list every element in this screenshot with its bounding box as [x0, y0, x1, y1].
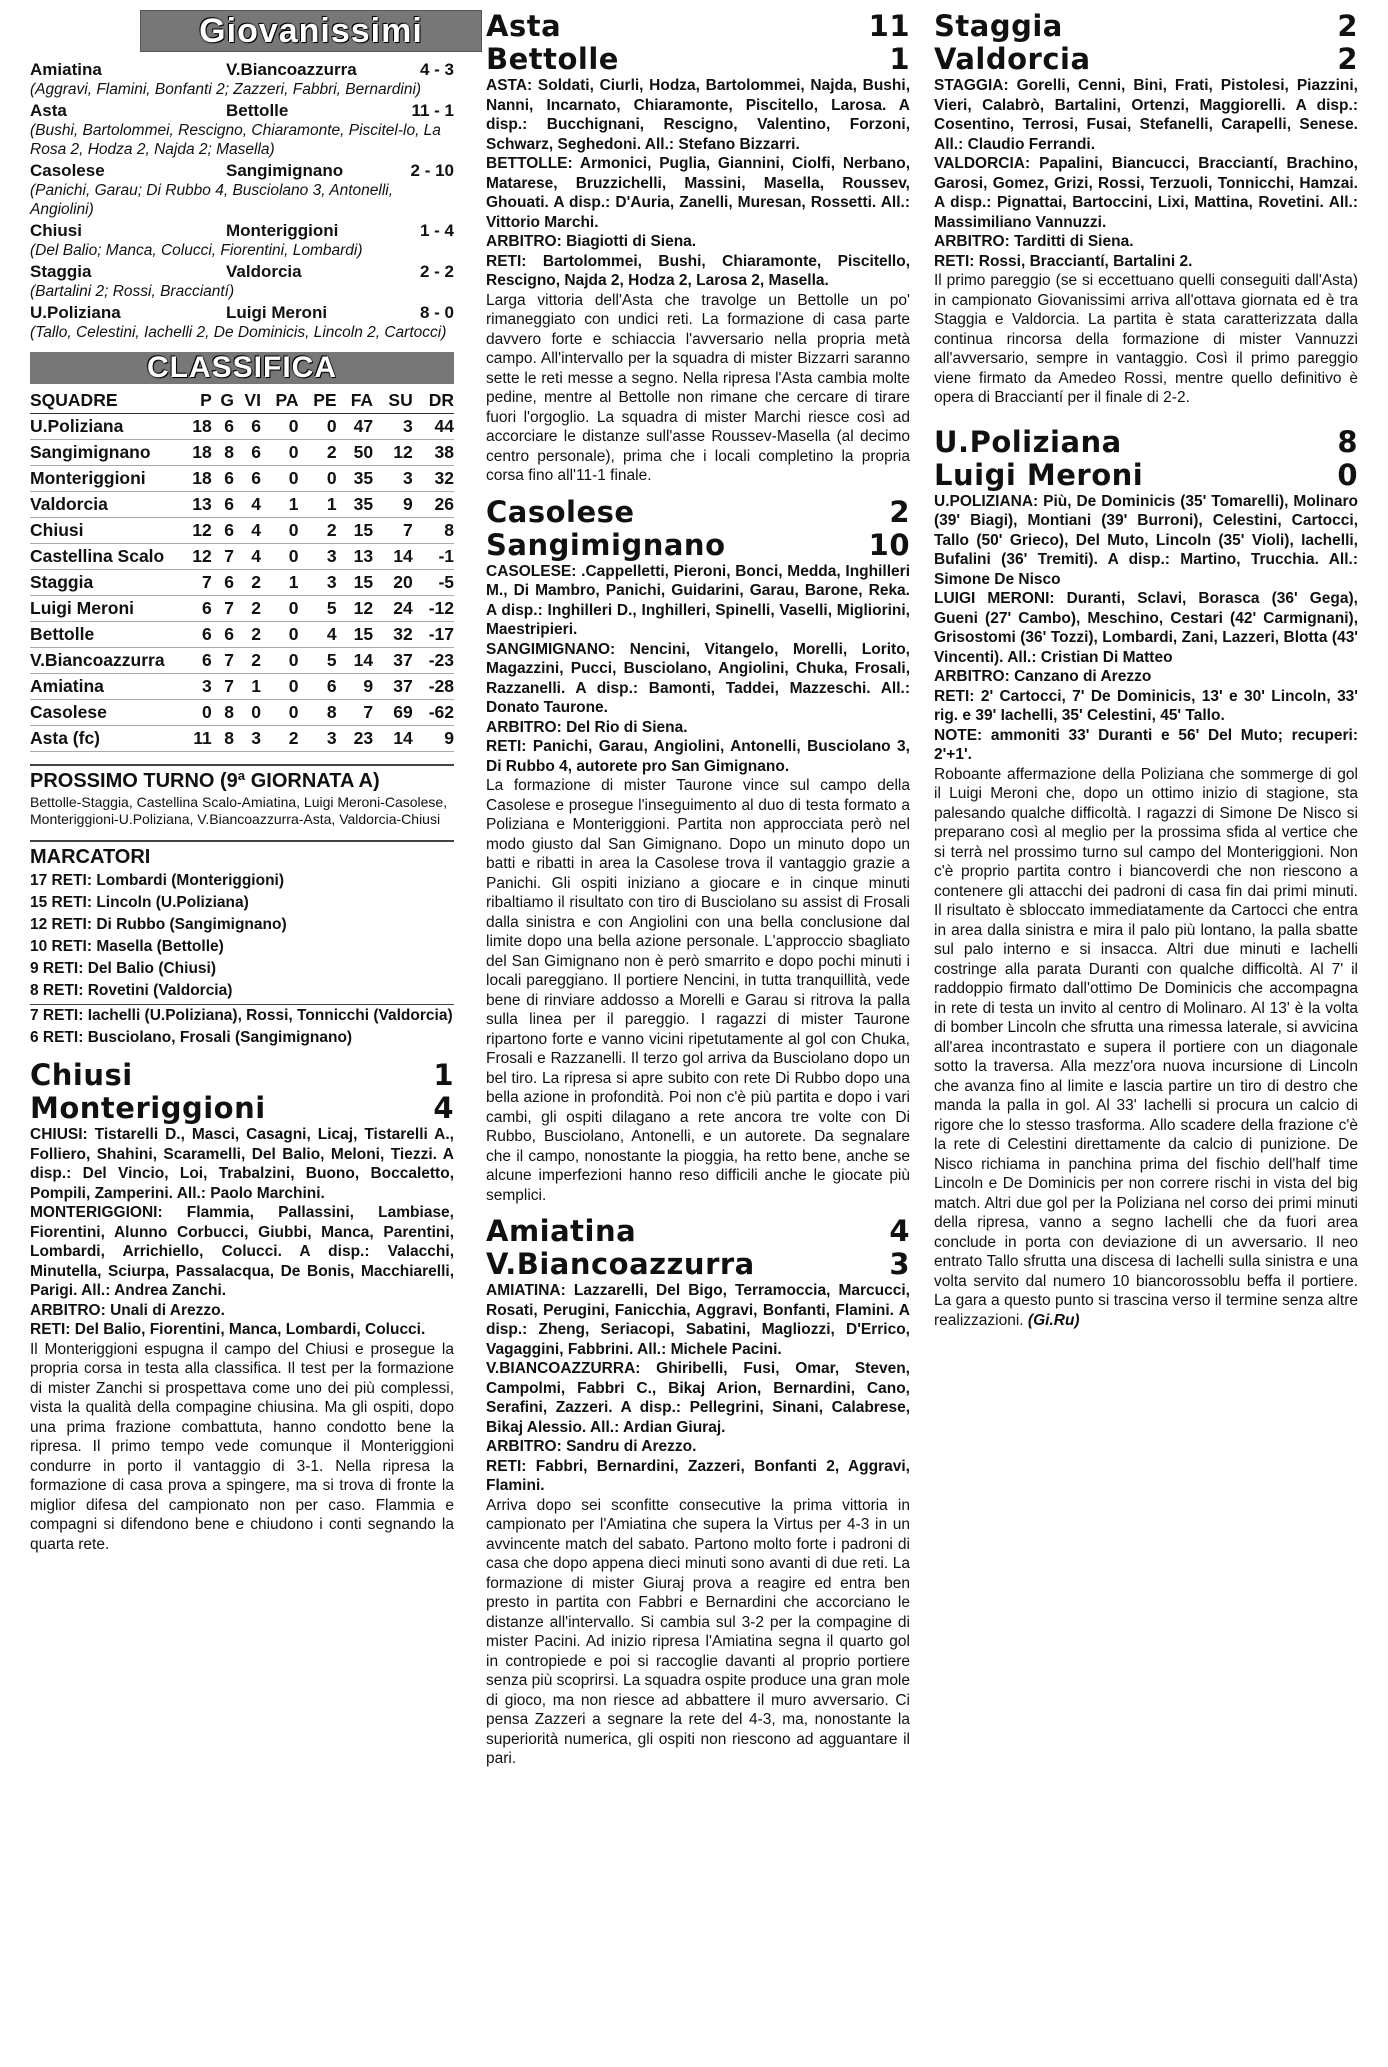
marcatori-list	[30, 870, 454, 1049]
stat-cell: 0	[202, 702, 212, 722]
stat-cell: 37	[393, 676, 413, 696]
match-report: Il primo pareggio (se si eccettuano quelli conseguiti dall'Asta) in campionato Giovanissimi arriva all'ottava giornata ed è tra Staggia e Valdorcia. La partita è stata caratterizzata dalla continua rincorsa della formazione di mister Vannuzzi all'avversario, sempre in vantaggio. Così il primo pareggio viene firmato da Amedeo Rossi, mentre quello definitivo è opera di Bracciantí per il finale di 2-2.	[934, 272, 1358, 406]
stat-cell: 35	[353, 494, 374, 514]
stat-cell: 11	[193, 728, 212, 748]
match-lineup: CHIUSI: Tistarelli D., Masci, Casagni, Licaj, Tistarelli A., Folliero, Shahini, Scaramelli, Del Balio, Meloni, Tiezzi. A disp.: Del Vincio, Loi, Trabalzini, Buono, Boccaletto, Pompili, Zamperini. All.: Paolo Marchini. MONTERIGGIONI: Flammia, Pallassini, Lambiase, Fiorentini, Alunno Corbucci, Giubbi, Manca, Parentini, Lombardi, Arrichiello, Colucci. A disp.: Valacchi, Minutella, Sciurpa, Passalacqua, De Bonis, Macchiarelli, Parigi. All.: Andrea Zanchi. ARBITRO: Unali di Arezzo. RETI: Del Balio, Fiorentini, Manca, Lombardi, Colucci.	[30, 1126, 454, 1338]
match-lineup: U.POLIZIANA: Più, De Dominicis (35' Tomarelli), Molinaro (39' Biagi), Montiani (39' Burroni), Celestini, Cartocci, Tallo (50' Grieco), Del Muto, Lincoln (35' Violi), Iachelli, Bufalini (36' Tremiti). A disp.: Martino, Trucchia. All.: Simone De Nisco LUIGI MERONI: Duranti, Sclavi, Borasca (36' Gega), Gueni (27' Cambo), Meschino, Cestari (42' Carmignani), Grisostomi (36' Tozzi), Lombardi, Zani, Lazzeri, Blotta (43' Vincenti). All.: Cristian Di Matteo ARBITRO: Canzano di Arezzo RETI: 2' Cartocci, 7' De Dominicis, 13' e 30' Lincoln, 33' rig. e 39' Iachelli, 35' Celestini, 45' Tallo. NOTE: ammoniti 33' Duranti e 56' Del Muto; recuperi: 2'+1'.	[934, 492, 1358, 763]
stat-cell: 6	[224, 624, 234, 644]
home-team: Amiatina	[30, 60, 102, 79]
away-team: Luigi Meroni	[934, 457, 1144, 492]
table-row	[30, 726, 454, 752]
stat-cell: 35	[353, 468, 374, 488]
stat-cell: 23	[353, 728, 374, 748]
stat-cell: 50	[353, 442, 374, 462]
scorer-line: 7 RETI: Iachelli (U.Poliziana), Rossi, Tonnicchi (Valdorcia)	[30, 1004, 454, 1027]
stat-cell: 5	[326, 650, 337, 670]
stat-cell: 24	[393, 598, 413, 618]
stat-cell: 15	[353, 520, 374, 540]
scorer-line: 8 RETI: Rovetini (Valdorcia)	[30, 982, 233, 999]
scorer-line: 6 RETI: Busciolano, Frosali (Sangimignano)	[30, 1029, 353, 1046]
home-score: 8	[1337, 424, 1358, 459]
stat-cell: 0	[288, 416, 299, 436]
away-score: 4	[433, 1091, 454, 1125]
away-team: Monteriggioni	[30, 1091, 266, 1125]
result-score: 4 - 3	[419, 60, 454, 79]
match-lineup: STAGGIA: Gorelli, Cenni, Bini, Frati, Pistolesi, Piazzini, Vieri, Calabrò, Bartalini, Ortenzi, Maggiorelli. A disp.: Cosentino, Terrosi, Fusai, Stefanelli, Carapelli, Senese. All.: Claudio Ferrandi. VALDORCIA: Papalini, Biancucci, Bracciantí, Brachino, Garosi, Gomez, Grizi, Rossi, Terzuoli, Tonnicchi, Hamzai. A disp.: Pignattai, Bartoccini, Lixi, Mattina, Rovetini. All.: Massimiliano Vannuzzi. ARBITRO: Tarditti di Siena. RETI: Rossi, Bracciantí, Bartalini 2.	[934, 77, 1358, 270]
stat-cell: 12	[393, 442, 413, 462]
team-name: Castellina Scalo	[30, 546, 165, 566]
stat-cell: 9	[402, 494, 413, 514]
standings-table	[30, 388, 454, 752]
away-team: Valdorcia	[226, 262, 302, 281]
stat-cell: 2	[251, 572, 261, 592]
stat-cell: 47	[353, 416, 374, 436]
stat-cell: 32	[393, 624, 413, 644]
stat-cell: 2	[251, 598, 261, 618]
team-name: Staggia	[30, 572, 94, 592]
match-away-row	[30, 1092, 454, 1125]
match-lineup: AMIATINA: Lazzarelli, Del Bigo, Terramoccia, Marcucci, Rosati, Perugini, Fanicchia, Aggravi, Bonfanti, Flamini. A disp.: Zheng, Seriacopi, Sabatini, Magliozzi, D'Errico, Vagaggini, Fabbrini. All.: Michele Pacini. V.BIANCOAZZURRA: Ghiribelli, Fusi, Omar, Steven, Campolmi, Fabbri C., Bikaj Arion, Bernardini, Cano, Serafini, Zazzeri. A disp.: Pellegrini, Sinani, Calabrese, Bikaj Alessio. All.: Ardian Giuraj. ARBITRO: Sandru di Arezzo. RETI: Fabbri, Bernardini, Zazzeri, Bonfanti 2, Aggravi, Flamini.	[486, 1282, 910, 1494]
stat-cell: 1	[288, 572, 299, 592]
team-name: Bettolle	[30, 624, 95, 644]
stat-cell: 6	[326, 676, 337, 696]
match-upoliziana-luigimeroni	[934, 426, 1358, 1331]
table-row	[30, 570, 454, 596]
table-row	[30, 596, 454, 622]
report-text: Roboante affermazione della Poliziana che sommerge di gol il Luigi Meroni che, dopo un ottimo inizio di stagione, sta palesando qualche difficoltà. I ragazzi di Simone De Nisco si preparano così al meglio per la prossima sfida al vertice che si terrà nel prossimo turno sul campo del Monteriggioni. Non c'è proprio partita contro i biancoverdi che non riescono a contenere gli attacchi dei padroni di casa fin dai primi minuti. Il risultato è sbloccato immediatamente da Cartocci che entra in area dalla sinistra e mira il palo più lontano, la palla sbatte sul palo interno e si insacca. Altri due minuti e Iachelli costringe alla parata Duranti con qualche difficoltà. Al 7' il raddoppio firmato dall'ottimo De Dominicis che accompagna in rete di testa un invito al centro di Molinaro. Al 13' è la volta di bomber Lincoln che sfrutta una rimessa laterale, si avvicina all'area incontrastato e supera il portiere con un diagonale sotto la traversa. Alla mezz'ora nuova incursione di Lincoln che avanza fino al limite e lascia partire un tiro di destro che manda la palla in gol. Al 33' Iachelli si procura un calcio di rigore che lo stesso trasforma. Allo scadere della frazione c'è la rete di Celestini direttamente da calcio di punizione. De Nisco richiama in panchina prima del fischio dell'half time Lincoln e De Dominicis per non correre rischi in vista del big match. Altri due gol per la Poliziana nel corso dei primi minuti della ripresa, vanno a segno Iachelli che da fuori area conclude in porta con deviazione di un avversario. Il neo entrato Tallo sfrutta una discesa di Iachelli sulla sinistra e una volta servito dal numero 10 biancorossoblu beffa il portiere. La gara a questo punto si trascina verso il termine senza altre realizzazioni.	[934, 765, 1358, 1329]
stat-cell: DR	[428, 390, 454, 410]
stat-cell: 15	[353, 572, 374, 592]
stat-cell: 6	[224, 520, 234, 540]
home-score: 2	[889, 494, 910, 529]
team-name: Luigi Meroni	[30, 598, 135, 618]
stat-cell: PE	[313, 390, 337, 410]
team-name: V.Biancoazzurra	[30, 650, 165, 670]
team-name: Monteriggioni	[30, 468, 146, 488]
stat-cell: 13	[192, 494, 212, 514]
team-name: Asta (fc)	[30, 728, 101, 748]
result-scorers: (Tallo, Celestini, Iachelli 2, De Dominicis, Lincoln 2, Cartocci)	[30, 324, 447, 341]
result-scorers: (Panichi, Garau; Di Rubbo 4, Busciolano 3, Antonelli, Angiolini)	[30, 182, 394, 218]
stat-cell: 18	[192, 442, 212, 462]
stat-cell: 4	[326, 624, 337, 644]
stat-cell: 0	[288, 650, 299, 670]
match-staggia-valdorcia	[934, 10, 1358, 408]
stat-cell: 1	[251, 676, 261, 696]
results-list	[30, 60, 454, 342]
stat-cell: 14	[353, 650, 374, 670]
stat-cell: 14	[393, 546, 413, 566]
column-1	[30, 10, 454, 1554]
home-score: 2	[1337, 9, 1358, 43]
home-team: Staggia	[30, 262, 92, 281]
stat-cell: 6	[224, 416, 234, 436]
stat-cell: 13	[353, 546, 374, 566]
stat-cell: 3	[326, 572, 337, 592]
stat-cell: 8	[326, 702, 337, 722]
stat-cell: 3	[402, 468, 413, 488]
stat-cell: 7	[224, 598, 234, 618]
stat-cell: 6	[202, 598, 212, 618]
stat-cell: 7	[224, 546, 234, 566]
result-score: 11 - 1	[411, 101, 454, 120]
table-header-row	[30, 388, 454, 414]
home-team: U.Poliziana	[30, 303, 121, 322]
home-score: 11	[868, 9, 910, 43]
stat-cell: 0	[288, 676, 299, 696]
away-team: Sangimignano	[486, 527, 726, 562]
table-row	[30, 492, 454, 518]
stat-cell: 18	[192, 416, 212, 436]
result-scorers: (Del Balio; Manca, Colucci, Fiorentini, Lombardi)	[30, 242, 363, 259]
away-team: Sangimignano	[226, 161, 344, 180]
stat-cell: 32	[434, 468, 454, 488]
stat-cell: 0	[288, 702, 299, 722]
stat-cell: 3	[326, 546, 337, 566]
stat-cell: 38	[434, 442, 454, 462]
match-report: Il Monteriggioni espugna il campo del Chiusi e prosegue la propria corsa in testa alla classifica. Il test per la formazione di mister Zanchi si prospettava come uno dei più complessi, vista la qualità della compagine chiusina. Ma gli ospiti, dopo una prima frazione combattuta, hanno condotto bene la ripresa. Il primo tempo vede comunque il Monteriggioni condurre in porto il vantaggio di 3-1. Nella ripresa la formazione di casa prova a spingere, ma si trova di fronte la miglior difesa del campionato non per caso. Flammia e compagni si difendono bene e chiudono i conti segnando la quarta rete.	[30, 1340, 454, 1553]
stat-cell: G	[220, 390, 234, 410]
stat-cell: 9	[363, 676, 374, 696]
away-team: V.Biancoazzurra	[486, 1247, 755, 1281]
stat-cell: 44	[434, 416, 454, 436]
stat-cell: 8	[224, 702, 234, 722]
stat-cell: 2	[326, 520, 337, 540]
stat-cell: 0	[288, 520, 299, 540]
result-scorers: (Bushi, Bartolommei, Rescigno, Chiaramonte, Piscitel-lo, La Rosa 2, Hodza 2, Najda 2; Masella)	[30, 122, 441, 158]
match-report: Arriva dopo sei sconfitte consecutive la prima vittoria in campionato per l'Amiatina che supera la Virtus per 4-3 in un avvincente match del sabato. Partono molto forte i padroni di casa che dopo appena dieci minuti sono avanti di due reti. La formazione di mister Giuraj prova a reagire ed entra ben presto in partita con Fabbri e Bernardini che accorciano le distanze all'intervallo. Si cambia sul 3-2 per la compagine di mister Pacini. Ad inizio ripresa l'Amiatina segna il quarto gol in contropiede e poi si raccoglie davanti al proprio portiere senza più scoprirsi. La squadra ospite produce una gran mole di gioco, ma non riesce ad abbattere il muro avversario. Ci pensa Zazzeri a segnare la rete del 4-3, ma, nonostante la superiorità numerica, gli ospiti non riescono ad agguantare il pari.	[486, 1496, 910, 1767]
stat-cell: FA	[350, 390, 374, 410]
stat-cell: SU	[388, 390, 413, 410]
away-team: Monteriggioni	[226, 221, 339, 240]
team-name: Chiusi	[30, 520, 84, 540]
match-amiatina-vbiancoazzurra	[486, 1215, 910, 1769]
stat-cell: 4	[251, 520, 261, 540]
scorer-line: 17 RETI: Lombardi (Monteriggioni)	[30, 872, 285, 889]
stat-cell: -62	[428, 702, 454, 722]
stat-cell: 0	[288, 624, 299, 644]
stat-cell: 1	[326, 494, 337, 514]
stat-cell: 6	[202, 624, 212, 644]
classifica-header: CLASSIFICA	[30, 352, 454, 384]
stat-cell: 0	[288, 546, 299, 566]
stat-cell: 7	[363, 702, 374, 722]
home-team: Asta	[30, 101, 67, 120]
stat-cell: 7	[402, 520, 413, 540]
away-score: 1	[889, 42, 910, 76]
stat-cell: -12	[428, 598, 454, 618]
stat-cell: VI	[244, 390, 261, 410]
stat-cell: 6	[202, 650, 212, 670]
stat-cell: 8	[224, 728, 234, 748]
stat-cell: 20	[393, 572, 413, 592]
result-row	[30, 303, 454, 323]
stat-cell: 3	[326, 728, 337, 748]
table-row	[30, 414, 454, 440]
stat-cell: 12	[192, 520, 212, 540]
stat-cell: 2	[251, 624, 261, 644]
stat-cell: 3	[402, 416, 413, 436]
result-row	[30, 101, 454, 121]
result-score: 8 - 0	[419, 303, 454, 322]
result-score: 1 - 4	[419, 221, 454, 240]
away-team: Bettolle	[226, 101, 289, 120]
away-team: Bettolle	[486, 42, 619, 76]
team-name: U.Poliziana	[30, 416, 124, 436]
column-3	[934, 10, 1358, 1330]
away-team: Valdorcia	[934, 42, 1091, 76]
stat-cell: 14	[393, 728, 413, 748]
stat-cell: 15	[353, 624, 374, 644]
author-signature: (Gi.Ru)	[1027, 1311, 1080, 1329]
stat-cell: 8	[444, 520, 454, 540]
home-team: Staggia	[934, 9, 1063, 43]
column-2	[486, 10, 910, 1769]
stat-cell: 69	[393, 702, 413, 722]
stat-cell: 6	[224, 572, 234, 592]
stat-cell: 37	[393, 650, 413, 670]
stat-cell: 5	[326, 598, 337, 618]
match-home-row	[30, 1059, 454, 1092]
stat-cell: -1	[438, 546, 454, 566]
prossimo-turno-title: PROSSIMO TURNO (9ª GIORNATA A)	[30, 764, 454, 794]
stat-cell: 6	[251, 468, 261, 488]
home-team: Casolese	[486, 494, 635, 529]
stat-cell: 4	[251, 494, 261, 514]
stat-cell: -5	[438, 572, 454, 592]
home-team: Amiatina	[486, 1214, 637, 1248]
table-row	[30, 622, 454, 648]
stat-cell: 0	[288, 442, 299, 462]
stat-cell: 9	[444, 728, 454, 748]
home-score: 4	[889, 1214, 910, 1248]
stat-cell: 6	[224, 494, 234, 514]
result-scorers: (Bartalini 2; Rossi, Bracciantí)	[30, 283, 235, 300]
stat-cell: 0	[326, 468, 337, 488]
match-lineup: ASTA: Soldati, Ciurli, Hodza, Bartolommei, Najda, Bushi, Nanni, Incarnato, Chiaramonte, Piscitello, Larosa. A disp.: Bucchignani, Rescigno, Valentino, Forzoni, Schwarz, Seghedoni. All.: Stefano Bizzarri. BETTOLLE: Armonici, Puglia, Giannini, Ciolfi, Nerbano, Matarese, Bruzzichelli, Massini, Masella, Roussev, Ghouati. A disp.: D'Auria, Zanelli, Muresan, Rossetti. All.: Vittorio Marchi. ARBITRO: Biagiotti di Siena. RETI: Bartolommei, Bushi, Chiaramonte, Piscitello, Rescigno, Najda 2, Hodza 2, Larosa 2, Masella.	[486, 77, 910, 289]
stat-cell: P	[200, 390, 212, 410]
away-score: 3	[889, 1247, 910, 1281]
away-team: Luigi Meroni	[226, 303, 328, 322]
stat-cell: 7	[224, 676, 234, 696]
section-header-giovanissimi: Giovanissimi	[140, 10, 482, 52]
stat-cell: 0	[326, 416, 337, 436]
team-name: Casolese	[30, 702, 107, 722]
scorer-line: 15 RETI: Lincoln (U.Poliziana)	[30, 894, 249, 911]
match-report	[934, 765, 1358, 1331]
stat-cell: 0	[288, 598, 299, 618]
stat-cell: 4	[251, 546, 261, 566]
stat-cell: 2	[326, 442, 337, 462]
result-row	[30, 60, 454, 80]
match-asta-bettolle	[486, 10, 910, 486]
home-team: Chiusi	[30, 1058, 133, 1092]
result-row	[30, 161, 454, 181]
home-team: Casolese	[30, 161, 105, 180]
scorer-line: 12 RETI: Di Rubbo (Sangimignano)	[30, 916, 287, 933]
scorer-line: 10 RETI: Masella (Bettolle)	[30, 938, 224, 955]
stat-cell: 8	[224, 442, 234, 462]
stat-cell: 6	[251, 442, 261, 462]
result-row	[30, 262, 454, 282]
table-row	[30, 700, 454, 726]
prossimo-turno-text: Bettolle-Staggia, Castellina Scalo-Amiatina, Luigi Meroni-Casolese, Monteriggioni-U.Poliziana, V.Biancoazzurra-Asta, Valdorcia-Chiusi	[30, 794, 448, 827]
scorer-line: 9 RETI: Del Balio (Chiusi)	[30, 960, 217, 977]
stat-cell: 6	[251, 416, 261, 436]
stat-cell: 0	[251, 702, 261, 722]
match-report: La formazione di mister Taurone vince sul campo della Casolese e prosegue l'inseguimento al duo di testa formato a Poliziana e Monteriggioni. Partita non approcciata però nel modo giusto dal San Gimignano. Dopo un minuto dopo un batti e ribatti in area la Casolese trova il vantaggio grazie a Panichi. Gli ospiti iniziano a giocare e in cinque minuti ribaltiamo il risultato con tiro di Busciolano su assist di Frosali dalla sinistra e con Angiolini con una bella conclusione dal limite dopo una bella azione personale. L'approccio sbagliato del San Gimignano non è però smarrito e dopo pochi minuti i locali pareggiano. Il portiere Nencini, in tutta tranquillità, vede bene di rinviare addosso a Morelli e Garau si ritrova la palla sulla linea per il pareggio. I ragazzi di mister Taurone ripartono forte e vanno vicini ripetutamente al gol con Chuka, Frosali e Razzanelli. Il terzo gol arriva da Busciolano dopo un bel tiro. La ripresa si apre subito con rete Di Rubbo dopo una bella azione in profondità. Poi non c'è più partita e dopo i vari cambi, gli ospiti dilagano a rete ancora tre volte con Di Rubbo, Busciolano, Antonelli, e un autorete. Da segnalare che il campo, nonostante la pioggia, ha retto bene, anche se alcune imperfezioni hanno reso difficili anche le giocate più semplici.	[486, 777, 910, 1204]
stat-cell: 26	[434, 494, 454, 514]
result-scorers: (Aggravi, Flamini, Bonfanti 2; Zazzeri, Fabbri, Bernardini)	[30, 81, 422, 98]
table-row	[30, 648, 454, 674]
away-score: 0	[1337, 457, 1358, 492]
match-chiusi-monteriggioni	[30, 1059, 454, 1554]
result-score: 2 - 2	[419, 262, 454, 281]
stat-cell: -17	[428, 624, 454, 644]
result-score: 2 - 10	[410, 161, 454, 180]
marcatori-title: MARCATORI	[30, 840, 454, 870]
table-row	[30, 518, 454, 544]
match-lineup: CASOLESE: .Cappelletti, Pieroni, Bonci, Medda, Inghilleri M., Di Mambro, Panichi, Guidarini, Garau, Barone, Reka. A disp.: Inghilleri D., Inghilleri, Spinelli, Vaselli, Migliorini, Maestripieri. SANGIMIGNANO: Nencini, Vitangelo, Morelli, Lorito, Magazzini, Pucci, Busciolano, Angiolini, Chuka, Frosali, Razzanelli. A disp.: Bamonti, Taddei, Mazzeschi. All.: Donato Taurone. ARBITRO: Del Rio di Siena. RETI: Panichi, Garau, Angiolini, Antonelli, Busciolano 3, Di Rubbo 4, autorete pro San Gimignano.	[486, 562, 910, 775]
team-name: Amiatina	[30, 676, 104, 696]
stat-cell: 18	[192, 468, 212, 488]
stat-cell: 12	[192, 546, 212, 566]
away-score: 2	[1337, 42, 1358, 76]
match-report: Larga vittoria dell'Asta che travolge un Bettolle un po' rimaneggiato con undici reti. La formazione di casa parte davvero forte e schiaccia l'avversario nella propria metà campo. All'intervallo per la squadra di mister Bizzarri saranno sette le reti messe a segno. Nella ripresa l'Asta cambia molte pedine, mentre al Bettolle non rimane che cercare di tirare fuori l'orgoglio. La squadra di mister Marchi riesce così ad accorciare le distanze sull'asse Roussev-Masella (al decimo centro personale), prima che i locali completino la propria corsa fino all'11-1 finale.	[486, 291, 910, 484]
away-score: 10	[868, 527, 910, 562]
table-row	[30, 466, 454, 492]
home-score: 1	[433, 1058, 454, 1092]
stat-cell: -23	[428, 650, 454, 670]
stat-cell: -28	[428, 676, 454, 696]
home-team: Asta	[486, 9, 562, 43]
table-row	[30, 440, 454, 466]
stat-cell: 7	[202, 572, 212, 592]
stat-cell: 1	[288, 494, 299, 514]
team-name: Valdorcia	[30, 494, 108, 514]
stat-cell: 3	[251, 728, 261, 748]
stat-cell: PA	[275, 390, 299, 410]
team-name: Sangimignano	[30, 442, 151, 462]
stat-cell: 7	[224, 650, 234, 670]
team-name: SQUADRE	[30, 390, 118, 410]
stat-cell: 2	[288, 728, 299, 748]
result-row	[30, 221, 454, 241]
stat-cell: 0	[288, 468, 299, 488]
away-team: V.Biancoazzurra	[226, 60, 357, 79]
table-row	[30, 544, 454, 570]
stat-cell: 12	[353, 598, 374, 618]
stat-cell: 3	[202, 676, 212, 696]
stat-cell: 6	[224, 468, 234, 488]
home-team: Chiusi	[30, 221, 82, 240]
match-casolese-sangimignano	[486, 496, 910, 1206]
home-team: U.Poliziana	[934, 424, 1122, 459]
table-row	[30, 674, 454, 700]
stat-cell: 2	[251, 650, 261, 670]
